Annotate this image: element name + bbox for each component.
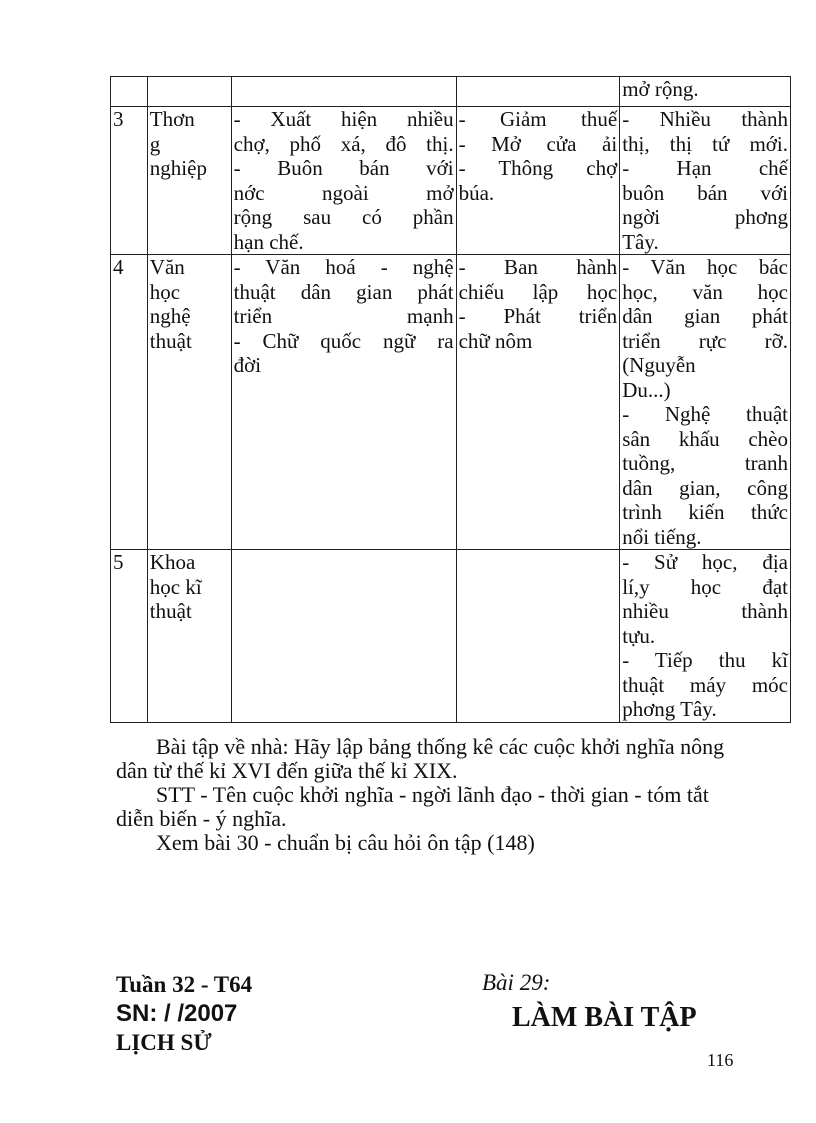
homework-paragraph-1: Bài tập về nhà: Hãy lập bảng thống kê các cuộc khởi nghĩa nông dân từ thế kỉ XVI đến giữa thế kỉ XIX. xyxy=(116,734,725,783)
cell-text-line: - Sử học, địa xyxy=(622,550,788,574)
table-cell-result xyxy=(620,107,791,255)
cell-text-line: hạn chế. xyxy=(233,229,304,254)
cell-text-line: Văn xyxy=(149,255,185,279)
cell-text-line: - Xuất hiện nhiều xyxy=(233,107,454,131)
cell-text-line: đời xyxy=(233,353,262,377)
table-cell-policy xyxy=(456,77,620,107)
table-row xyxy=(111,77,791,107)
lesson-header-left xyxy=(116,970,252,1057)
cell-text-line: g xyxy=(149,131,161,156)
cell-text-line: buôn bán với xyxy=(622,180,788,205)
cell-text-line: triển rực rỡ. xyxy=(622,328,788,353)
lesson-number: Bài 29: xyxy=(482,970,551,995)
table-row xyxy=(111,550,791,723)
table-cell-stt xyxy=(111,255,148,550)
table-cell-stt xyxy=(111,77,148,107)
cell-text-line: dân gian phát xyxy=(622,304,788,328)
cell-text-line: ngời phơng xyxy=(622,205,788,229)
cell-text-line: sân khấu chèo xyxy=(622,426,788,451)
cell-text-line: học, văn học xyxy=(622,279,788,304)
table-cell-situation xyxy=(231,255,456,550)
table-cell-policy xyxy=(456,550,620,723)
cell-text-line: Tây. xyxy=(622,229,659,254)
table-cell-result xyxy=(620,550,791,723)
lesson-title: LÀM BÀI TẬP xyxy=(512,1002,697,1033)
page-number: 116 xyxy=(707,1050,734,1070)
cell-text-line: chợ, phố xá, đô thị. xyxy=(233,131,454,156)
cell-text-line: trình kiến thức xyxy=(622,500,788,524)
cell-text-line: Khoa xyxy=(149,550,196,574)
cell-text-line: - Nhiều thành xyxy=(622,107,788,131)
table-cell-field xyxy=(147,255,231,550)
table-row xyxy=(111,255,791,550)
cell-text-line: - Chữ quốc ngữ ra xyxy=(233,328,454,353)
cell-text-line: tựu. xyxy=(622,623,656,648)
cell-text-line: mở rộng. xyxy=(622,77,699,101)
table-row xyxy=(111,107,791,255)
table-cell-result xyxy=(620,77,791,107)
cell-text-line: (Nguyễn xyxy=(622,353,696,377)
date-label: SN: / /2007 xyxy=(116,1000,238,1027)
cell-text-line: - Văn hoá - nghệ xyxy=(233,255,454,279)
cell-text-line: - Buôn bán với xyxy=(233,156,454,180)
cell-text-line: rộng sau có phần xyxy=(233,205,454,229)
cell-text-line: chiếu lập học xyxy=(458,279,618,304)
cell-text-line: thuật xyxy=(149,599,192,623)
cell-text-line: học xyxy=(149,279,181,304)
table-cell-field xyxy=(147,77,231,107)
table-cell-field xyxy=(147,107,231,255)
cell-text-line: thuật xyxy=(149,328,192,353)
table-cell-situation xyxy=(231,107,456,255)
cell-text-line: - Giảm thuế xyxy=(458,107,618,131)
cell-text-line: búa. xyxy=(458,180,495,205)
week-label: Tuần 32 - T64 xyxy=(116,972,253,997)
table-cell-situation xyxy=(231,550,456,723)
homework-paragraph-2: STT - Tên cuộc khởi nghĩa - ngời lãnh đạo - thời gian - tóm tắt diễn biến - ý nghĩa. xyxy=(116,782,709,831)
cell-text-line: tuồng, tranh xyxy=(622,451,788,475)
cell-text-line: nớc ngoài mở xyxy=(233,180,454,205)
cell-text-line: dân gian, công xyxy=(622,475,788,500)
cell-text-line: học kĩ xyxy=(149,574,202,599)
cell-text-line: thuật máy móc xyxy=(622,672,788,697)
cell-text-line: lí,y học đạt xyxy=(622,574,788,599)
cell-text-line: nghiệp xyxy=(149,156,207,180)
cell-text-line: - Thông chợ xyxy=(458,156,618,180)
table-cell-result xyxy=(620,255,791,550)
table-cell-policy xyxy=(456,107,620,255)
row-number: 5 xyxy=(113,550,124,574)
cell-text-line: - Nghệ thuật xyxy=(622,402,788,426)
cell-text-line: thuật dân gian phát xyxy=(233,279,454,304)
cell-text-line: phơng Tây. xyxy=(622,697,717,721)
cell-text-line: - Văn học bác xyxy=(622,255,788,279)
row-number: 3 xyxy=(113,107,124,131)
table-cell-policy xyxy=(456,255,620,550)
table-cell-stt xyxy=(111,550,148,723)
row-number: 4 xyxy=(113,255,124,279)
cell-text-line: chữ nôm xyxy=(458,328,533,353)
cell-text-line: nổi tiếng. xyxy=(622,524,702,549)
cell-text-line: Du...) xyxy=(622,377,671,402)
cell-text-line: triển mạnh xyxy=(233,304,454,328)
table-body xyxy=(111,77,791,723)
cell-text-line: thị, thị tứ mới. xyxy=(622,131,788,156)
cell-text-line: nhiều thành xyxy=(622,599,788,623)
cell-text-line: - Hạn chế xyxy=(622,156,788,180)
cell-text-line: nghệ xyxy=(149,304,191,328)
table-cell-stt xyxy=(111,107,148,255)
cell-text-line: - Ban hành xyxy=(458,255,618,279)
table-cell-situation xyxy=(231,77,456,107)
cell-text-line: Thơn xyxy=(149,107,195,131)
history-summary-table xyxy=(110,76,791,723)
cell-text-line: - Mở cửa ải xyxy=(458,131,618,156)
homework-paragraph-3: Xem bài 30 - chuẩn bị câu hỏi ôn tập (148) xyxy=(156,830,535,855)
cell-text-line: - Tiếp thu kĩ xyxy=(622,648,788,672)
table-cell-field xyxy=(147,550,231,723)
homework-section xyxy=(116,735,746,855)
subject-label: LỊCH SỬ xyxy=(116,1030,212,1055)
cell-text-line: - Phát triển xyxy=(458,304,618,328)
